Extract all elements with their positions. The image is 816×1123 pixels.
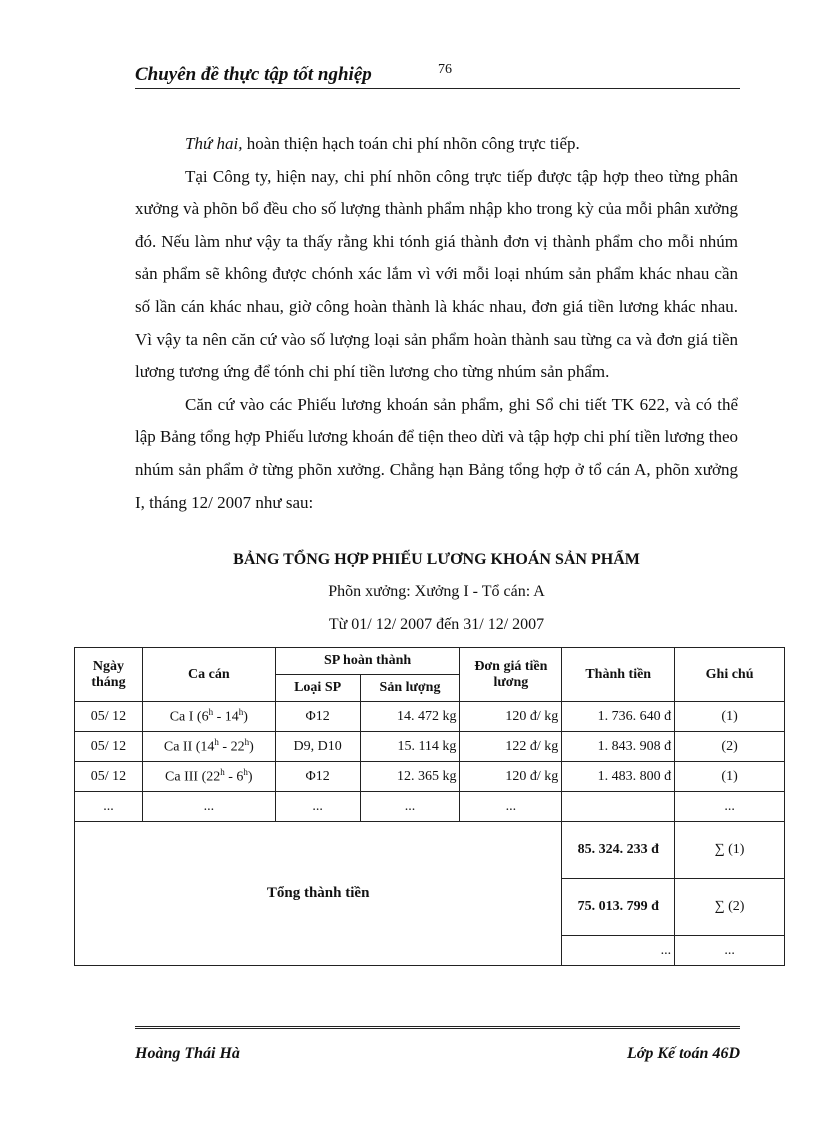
payroll-summary-table [74,647,785,966]
cell-ellipsis: ... [675,936,785,966]
page-header [135,58,740,89]
table-title: BẢNG TỔNG HỢP PHIẾU LƯƠNG KHOÁN SẢN PHẨM [233,551,640,568]
paragraph-3: Căn cứ vào các Phiếu lương khoán sản phẩm, ghi Sổ chi tiết TK 622, và có thể lập Bảng tổng hợp Phiếu lương khoán để tiện theo dừi và tập hợp chi phí tiền lương theo nhúm sản phẩm ở từng phõn xưởng. Chẳng hạn Bảng tổng hợp ở tổ cán A, phõn xưởng I, tháng 12/ 2007 như sau: [135,394,738,512]
table-total-row-1 [75,822,785,879]
cell-unit-price: 120 đ/ kg [460,762,562,792]
cell-date: 05/ 12 [75,702,143,732]
footer-class: Lớp Kế toán 46D [626,1045,740,1062]
cell-amount: 1. 843. 908 đ [562,732,675,762]
header-amount: Thành tiền [562,648,675,702]
cell-shift: Ca II (14$^h$ - 22$^h$) [142,732,275,762]
cell-date: 05/ 12 [75,732,143,762]
page-number: 76 [438,62,452,77]
total-amount-2: 75. 013. 799 đ [562,879,675,936]
cell-output: 12. 365 kg [360,762,460,792]
table-subtitle-period: Từ 01/ 12/ 2007 đến 31/ 12/ 2007 [328,616,545,633]
page-footer [135,1026,740,1069]
table-subtitle-workshop: Phõn xưởng: Xưởng I - Tổ cán: A [328,583,545,600]
total-note-1: ∑ (1) [675,822,785,879]
footer-author: Hoàng Thái Hà [135,1045,240,1062]
header-completed-products: SP hoàn thành [275,648,460,675]
header-unit-price: Đơn giá tiền lương [460,648,562,702]
total-amount-1: 85. 324. 233 đ [562,822,675,879]
table-header-row [75,648,785,675]
cell-output: 15. 114 kg [360,732,460,762]
cell-unit-price: 120 đ/ kg [460,702,562,732]
paragraph-1 [135,128,738,161]
cell-amount: 1. 736. 640 đ [562,702,675,732]
cell-ellipsis: ... [360,792,460,822]
paragraph-1-rest: hoàn thiện hạch toán chi phí nhõn công trực tiếp. [242,134,580,153]
cell-ellipsis: ... [75,792,143,822]
cell-ellipsis: ... [675,792,785,822]
cell-empty [562,792,675,822]
table-row [75,732,785,762]
cell-ellipsis: ... [142,792,275,822]
cell-product-type: Φ12 [275,762,360,792]
total-note-2: ∑ (2) [675,879,785,936]
cell-shift: Ca I (6$^h$ - 14$^h$) [142,702,275,732]
cell-output: 14. 472 kg [360,702,460,732]
cell-shift: Ca III (22$^h$ - 6$^h$) [142,762,275,792]
cell-ellipsis: ... [460,792,562,822]
paragraph-1-lead: Thứ hai, [185,134,243,153]
cell-amount: 1. 483. 800 đ [562,762,675,792]
table-row [75,762,785,792]
cell-note: (2) [675,732,785,762]
header-date: Ngày tháng [75,648,143,702]
cell-product-type: D9, D10 [275,732,360,762]
header-output: Sản lượng [360,675,460,702]
document-title: Chuyên đề thực tập tốt nghiệp [135,64,372,85]
table-row-ellipsis [75,792,785,822]
cell-note: (1) [675,762,785,792]
table-row [75,702,785,732]
header-note: Ghi chú [675,648,785,702]
total-label: Tổng thành tiền [75,822,562,966]
cell-note: (1) [675,702,785,732]
cell-product-type: Φ12 [275,702,360,732]
header-product-type: Loại SP [275,675,360,702]
cell-ellipsis: ... [562,936,675,966]
body-text [135,128,738,519]
cell-date: 05/ 12 [75,762,143,792]
header-shift: Ca cán [142,648,275,702]
paragraph-2: Tại Công ty, hiện nay, chi phí nhõn công trực tiếp được tập hợp theo từng phân xưởng và phõn bổ đều cho số lượng thành phẩm nhập kho trong kỳ của mỗi phân xưởng đó. Nếu làm như vậy ta thấy rằng khi tónh giá thành đơn vị thành phẩm cho mỗi nhúm sản phẩm sẽ không được chónh xác lắm vì với mỗi loại nhúm sản phẩm khác nhau cần số lần cán khác nhau, giờ công hoàn thành là khác nhau, đơn giá tiền lương khác nhau. Vì vậy ta nên căn cứ vào số lượng loại sản phẩm hoàn thành sau từng ca và đơn giá tiền lương tương ứng để tónh chi phí tiền lương cho từng nhúm sản phẩm. [135,166,738,382]
cell-ellipsis: ... [275,792,360,822]
cell-unit-price: 122 đ/ kg [460,732,562,762]
